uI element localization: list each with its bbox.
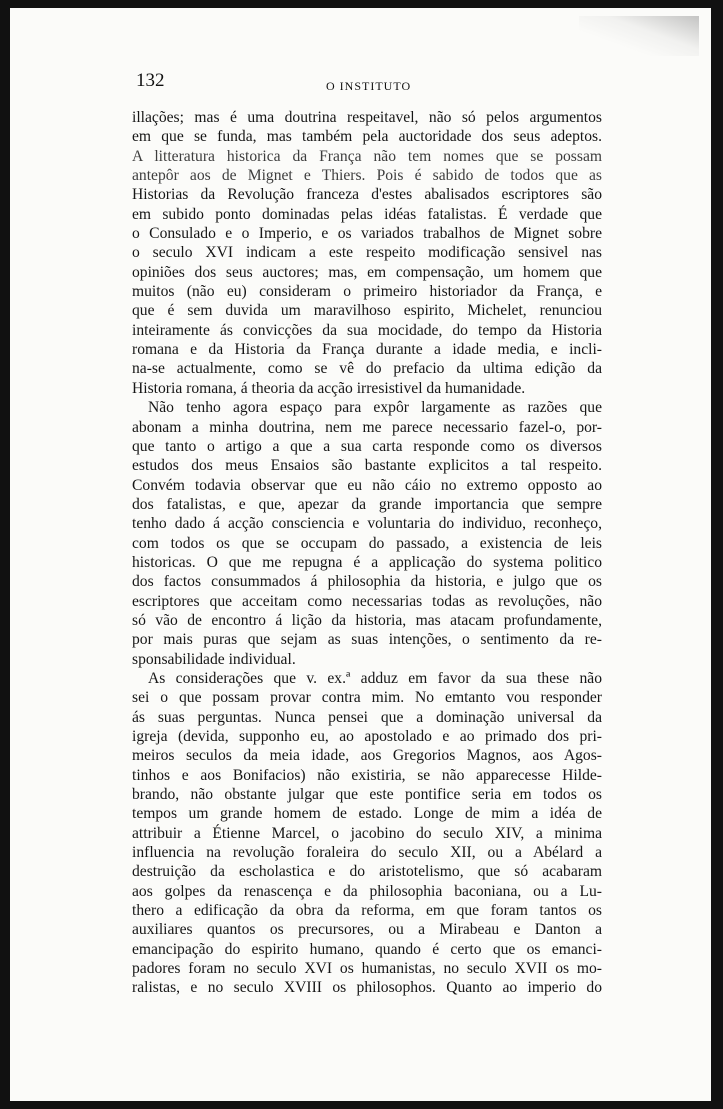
text-line: historicas. O que me repugna é a applicação do systema politico [132,553,602,571]
text-line: em subido ponto dominadas pelas idéas fatalistas. É verdade que [132,205,602,223]
text-line: tenho dado á acção consciencia e voluntaria do individuo, reconheço, [132,515,602,533]
text-line: muitos (não eu) consideram o primeiro historiador da França, e [132,283,602,301]
text-line: Historia romana, á theoria da acção irresistivel da humanidade. [132,379,526,397]
text-line: sei o que possam provar contra mim. No emtanto vou responder [132,689,602,707]
text-line: igreja (devida, supponho eu, ao apostolado e ao primado dos pri- [132,728,602,745]
text-line: brando, não obstante julgar que este pontifice seria em todos os [132,786,602,804]
text-line: meiros seculos da meia idade, aos Gregorios Magnos, aos Agos- [132,747,602,765]
text-line: ralistas, e no seculo XVIII os philosophos. Quanto ao imperio do [132,979,602,997]
text-line: na-se actualmente, como se vê do prefacio da ultima edição da [132,360,602,378]
text-line: antepôr aos de Mignet e Thiers. Pois é sabido de todos que as [132,167,602,185]
scan-shadow [579,16,699,56]
text-line: ás suas perguntas. Nunca pensei que a dominação universal da [132,708,602,726]
text-line: A litteratura historica da França não tem nomes que se possam [132,147,602,165]
text-line: escriptores que acceitam como necessarias todas as revoluções, não [132,592,602,610]
text-line: estudos dos meus Ensaios são bastante explicitos a tal respeito. [132,457,602,475]
text-line: em que se funda, mas também pela auctoridade dos seus adeptos. [132,128,602,146]
text-line: tempos um grande homem de estado. Longe de mim a idéa de [132,805,602,823]
text-line: Não tenho agora espaço para expôr largamente as razões que [148,399,602,417]
text-line: tinhos e aos Bonifacios) não existiria, se não apparecesse Hilde- [132,766,602,784]
text-line: As considerações que v. ex.ª adduz em favor da sua these não [148,669,602,687]
text-line: romana e da Historia da França durante a idade media, e incli- [132,341,602,359]
body-text [132,108,602,998]
text-line: o seculo XVI indicam a este respeito modificação sensivel nas [132,244,602,262]
text-line: padores foram no seculo XVI os humanistas, no seculo XVII os mo- [132,960,602,978]
text-line: inteiramente ás convicções da sua mocidade, do tempo da Historia [132,321,602,339]
text-line: destruição da escholastica e do aristotelismo, que só acabaram [132,863,602,881]
page-number: 132 [136,70,165,91]
text-line: dos fatalistas, e que, apezar da grande importancia que sempre [132,495,602,513]
text-line: Convém todavia observar que eu não cáio no extremo opposto ao [132,476,602,494]
text-line: só vão de encontro á lição da historia, mas atacam profundamente, [132,611,602,629]
text-line: thero a edificação da obra da reforma, em que foram tantos os [132,902,602,920]
text-line: dos factos consummados á philosophia da historia, e julgo que os [132,573,602,591]
text-line: que tanto o artigo a que a sua carta responde como os diversos [132,437,602,455]
text-line: Historias da Revolução franceza d'estes abalisados escriptores são [132,186,602,204]
journal-title: O INSTITUTO [326,79,412,93]
text-line: illações; mas é uma doutrina respeitavel, não só pelos argumentos [132,109,602,126]
text-line: opiniões dos seus auctores; mas, em compensação, um homem que [132,263,602,281]
text-line: com todos os que se occupam do passado, a existencia de leis [132,534,602,552]
text-line: o Consulado e o Imperio, e os variados trabalhos de Mignet sobre [132,225,602,243]
text-line: por mais puras que sejam as suas intenções, o sentimento da re- [132,631,602,649]
text-line: sponsabilidade individual. [132,650,296,668]
running-head [136,70,606,94]
text-line: auxiliares quantos os precursores, ou a Mirabeau e Danton a [132,921,602,939]
text-line: aos golpes da renascença e da philosophia baconiana, ou a Lu- [132,882,602,900]
text-line: que é sem duvida um maravilhoso espirito, Michelet, renunciou [132,302,602,320]
text-line: influencia na revolução foraleira do seculo XII, ou a Abélard a [132,844,602,862]
text-line: attribuir a Étienne Marcel, o jacobino do seculo XIV, a minima [132,824,602,842]
text-line: abonam a minha doutrina, nem me parece necessario fazel-o, por- [132,418,602,436]
text-line: emancipação do espirito humano, quando é certo que os emanci- [132,940,602,958]
